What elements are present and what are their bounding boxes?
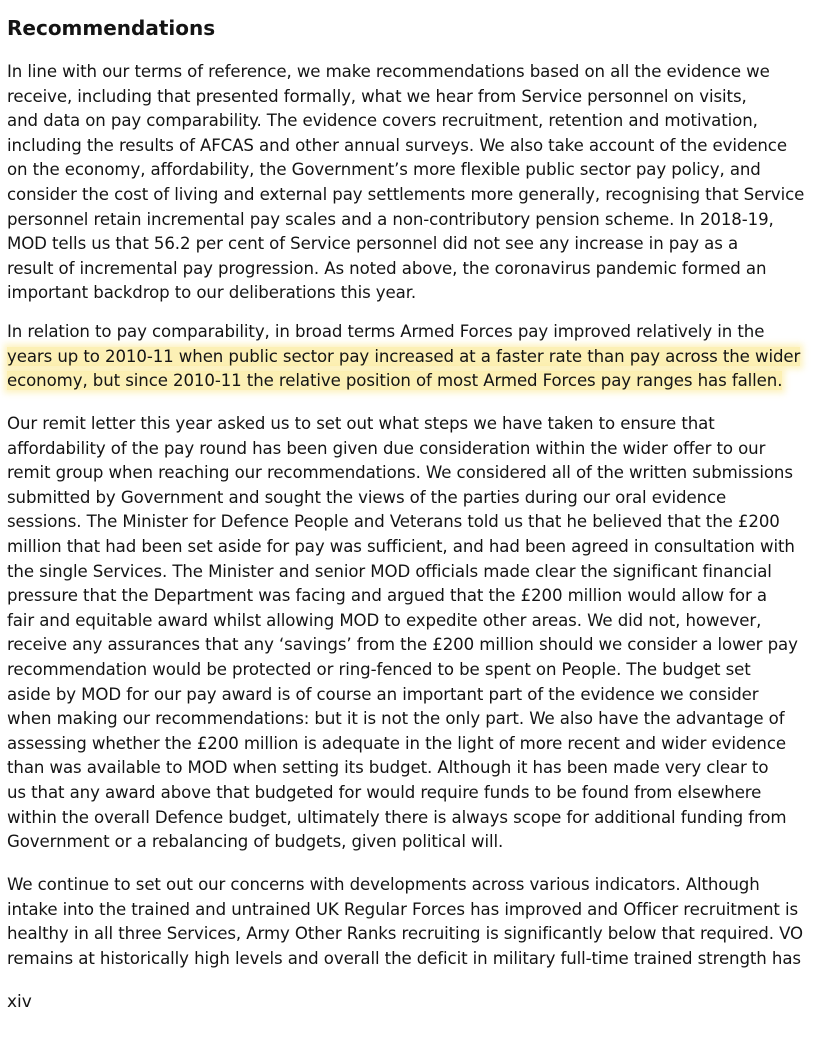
text-line: Our remit letter this year asked us to set out what steps we have taken to ensure that <box>7 414 715 433</box>
text-line: important backdrop to our deliberations this year. <box>7 283 417 303</box>
text-line-highlighted <box>7 369 800 394</box>
paragraph-remit-letter <box>7 412 798 855</box>
text-line: when making our recommendations: but it is not the only part. We also have the advantage of <box>7 709 785 729</box>
text-line: aside by MOD for our pay award is of course an important part of the evidence we consider <box>7 684 759 704</box>
text-line: assessing whether the £200 million is adequate in the light of more recent and wider evidence <box>7 733 786 753</box>
paragraph-terms-of-reference <box>7 60 804 306</box>
highlighter-mark: economy, but since 2010-11 the relative position of most Armed Forces pay ranges has fallen. <box>7 371 783 391</box>
text-line: remains at historically high levels and overall the deficit in military full-time trained strength has <box>7 948 801 968</box>
paragraph-pay-comparability <box>7 320 800 394</box>
text-line: including the results of AFCAS and other annual surveys. We also take account of the evidence <box>7 135 787 155</box>
text-line: remit group when reaching our recommendations. We considered all of the written submissions <box>7 463 793 483</box>
text-line: Government or a rebalancing of budgets, given political will. <box>7 832 504 852</box>
text-line: us that any award above that budgeted for would require funds to be found from elsewhere <box>7 782 762 802</box>
text-line: intake into the trained and untrained UK Regular Forces has improved and Officer recruitment is <box>7 899 799 919</box>
text-line: and data on pay comparability. The evidence covers recruitment, retention and motivation, <box>7 111 758 131</box>
text-line: sessions. The Minister for Defence People and Veterans told us that he believed that the £200 <box>7 512 780 532</box>
text-line: million that had been set aside for pay was sufficient, and had been agreed in consultation with <box>7 536 795 556</box>
text-line: within the overall Defence budget, ultimately there is always scope for additional funding from <box>7 807 787 827</box>
text-line: pressure that the Department was facing and argued that the £200 million would allow for a <box>7 586 767 606</box>
text-line-highlighted <box>7 345 800 370</box>
text-line: consider the cost of living and external pay settlements more generally, recognising that Service <box>7 184 805 204</box>
text-line: on the economy, affordability, the Government’s more flexible public sector pay policy, and <box>7 160 761 180</box>
text-line: In relation to pay comparability, in broad terms Armed Forces pay improved relatively in the <box>7 322 765 341</box>
text-line: receive any assurances that any ‘savings’ from the £200 million should we consider a lower pay <box>7 635 798 655</box>
page-number: xiv <box>7 992 32 1012</box>
paragraph-concerns <box>7 873 803 971</box>
section-heading: Recommendations <box>7 16 216 40</box>
text-line: personnel retain incremental pay scales and a non-contributory pension scheme. In 2018-19, <box>7 209 774 229</box>
text-line: healthy in all three Services, Army Other Ranks recruiting is significantly below that required. VO <box>7 924 804 944</box>
text-line: fair and equitable award whilst allowing MOD to expedite other areas. We did not, however, <box>7 610 762 630</box>
text-line: In line with our terms of reference, we make recommendations based on all the evidence we <box>7 62 770 81</box>
text-line: result of incremental pay progression. As noted above, the coronavirus pandemic formed an <box>7 258 767 278</box>
text-line: affordability of the pay round has been given due consideration within the wider offer to our <box>7 438 766 458</box>
text-line: the single Services. The Minister and senior MOD officials made clear the significant financial <box>7 561 772 581</box>
text-line: than was available to MOD when setting its budget. Although it has been made very clear to <box>7 758 769 778</box>
text-line: recommendation would be protected or ring-fenced to be spent on People. The budget set <box>7 659 751 679</box>
text-line: MOD tells us that 56.2 per cent of Service personnel did not see any increase in pay as a <box>7 234 739 254</box>
highlighter-mark: years up to 2010-11 when public sector pay increased at a faster rate than pay across the wider <box>7 346 801 366</box>
text-line: submitted by Government and sought the views of the parties during our oral evidence <box>7 487 727 507</box>
text-line: We continue to set out our concerns with developments across various indicators. Although <box>7 875 760 894</box>
text-line: receive, including that presented formally, what we hear from Service personnel on visits, <box>7 86 747 106</box>
